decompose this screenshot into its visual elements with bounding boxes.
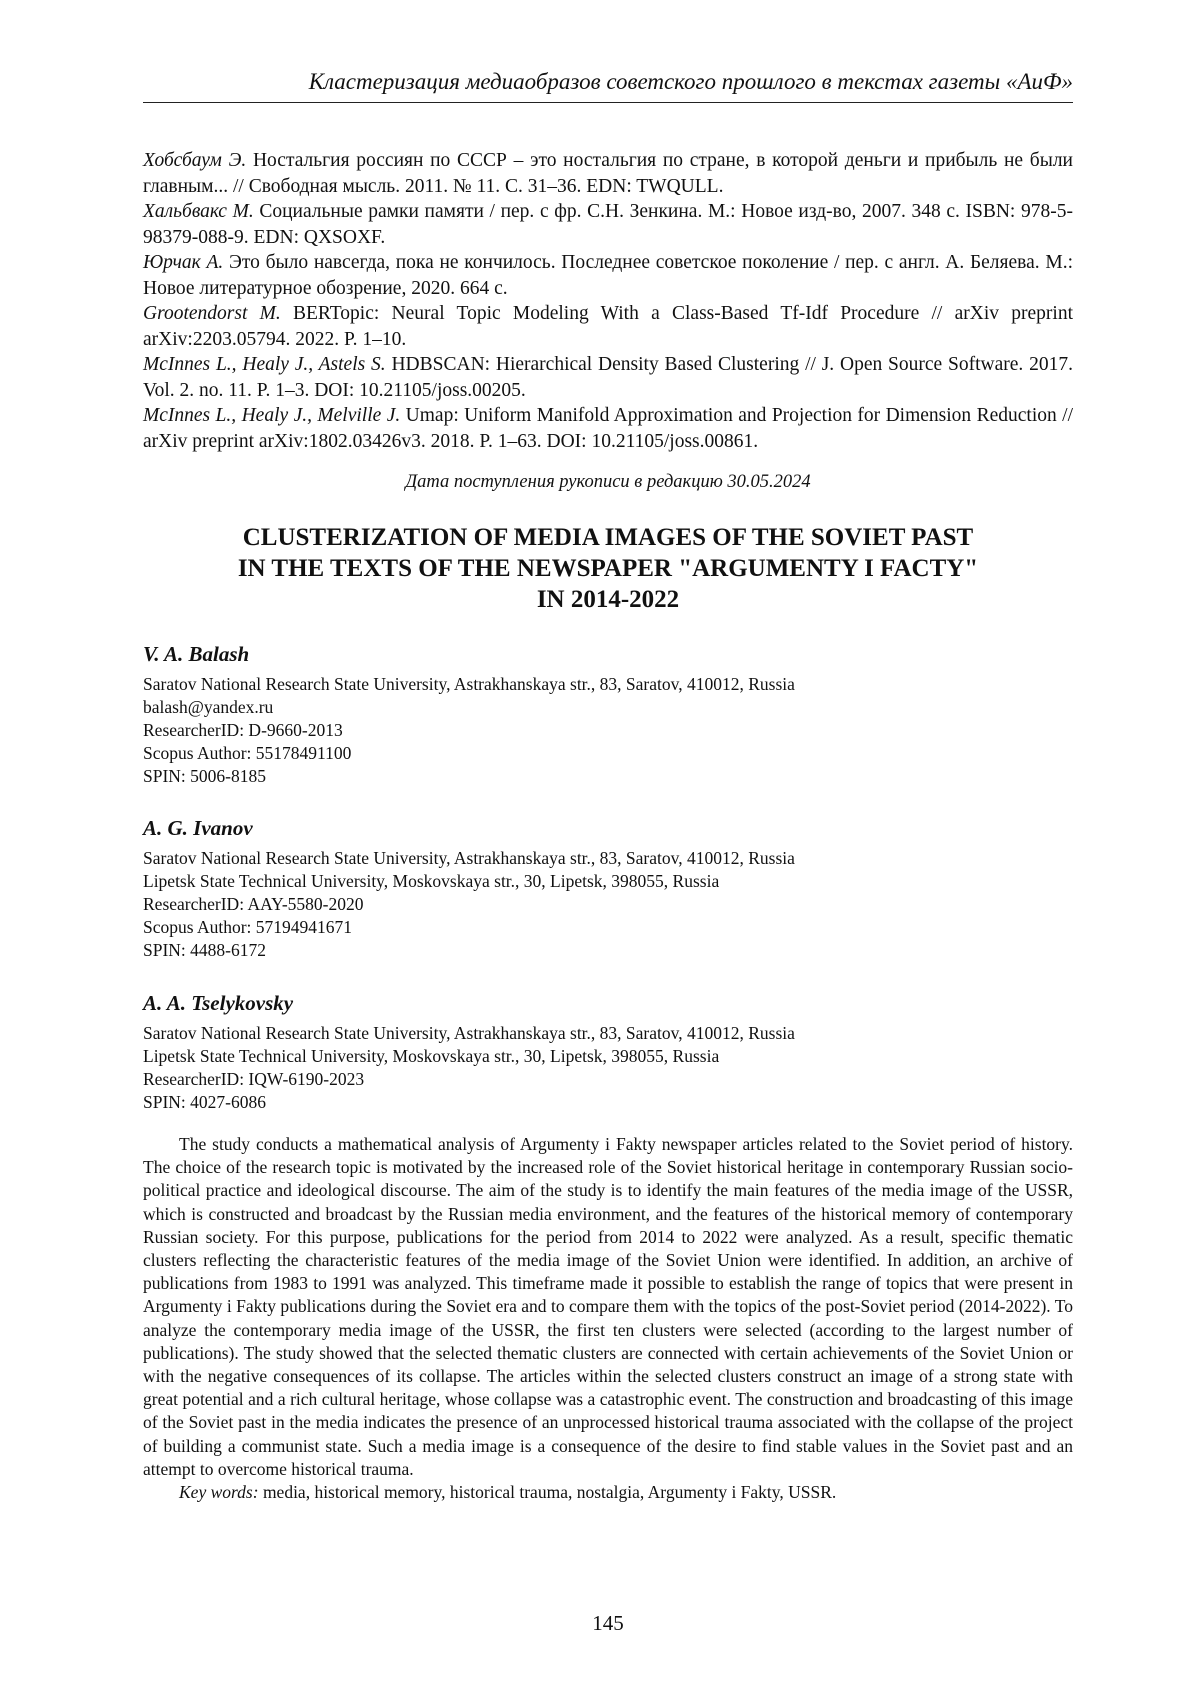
reference-item [143,148,1073,199]
page-number: 145 [143,1610,1073,1636]
reference-item [143,250,1073,301]
reference-authors: Юрчак А. [143,252,223,273]
keywords-label: Key words: [179,1482,259,1502]
researcher-id: ResearcherID: D-9660-2013 [143,719,1073,742]
reference-text: Социальные рамки памяти / пер. с фр. С.Н. Зенкина. М.: Новое изд-во, 2007. 348 с. ISBN: 978-5-98379-088-9. EDN: QXSOXF. [143,201,1073,248]
abstract [143,1133,1073,1504]
keywords-list: media, historical memory, historical trauma, nostalgia, Argumenty i Fakty, USSR. [259,1482,837,1502]
reference-item [143,403,1073,454]
header-rule [143,102,1073,103]
researcher-id: ResearcherID: AAY-5580-2020 [143,893,1073,916]
author-block-tselykovsky [143,990,1073,1114]
journal-page [0,0,1200,1697]
author-block-ivanov [143,815,1073,962]
title-line: IN 2014-2022 [143,584,1073,615]
scopus-id: Scopus Author: 55178491100 [143,742,1073,765]
spin-id: SPIN: 4027-6086 [143,1091,1073,1114]
reference-authors: Grootendorst M. [143,303,281,324]
received-date-note: Дата поступления рукописи в редакцию 30.05.2024 [143,470,1073,494]
author-name: A. A. Tselykovsky [143,990,1073,1016]
affiliation-line: Lipetsk State Technical University, Moskovskaya str., 30, Lipetsk, 398055, Russia [143,1045,1073,1068]
reference-authors: Хобсбаум Э. [143,150,246,171]
affiliation-line: Saratov National Research State University, Astrakhanskaya str., 83, Saratov, 410012, Russia [143,1022,1073,1045]
reference-text: Umap: Uniform Manifold Approximation and Projection for Dimension Reduction // arXiv preprint arXiv:1802.03426v3. 2018. P. 1–63. DOI: 10.21105/joss.00861. [143,405,1073,452]
affiliation-line: Saratov National Research State University, Astrakhanskaya str., 83, Saratov, 410012, Russia [143,673,1073,696]
spin-id: SPIN: 4488-6172 [143,939,1073,962]
reference-text: Ностальгия россиян по СССР – это ностальгия по стране, в которой деньги и прибыль не были главным... // Свободная мысль. 2011. № 11. С. 31–36. EDN: TWQULL. [143,150,1073,197]
title-line: IN THE TEXTS OF THE NEWSPAPER "ARGUMENTY I FACTY" [143,553,1073,584]
reference-list [143,148,1073,454]
spin-id: SPIN: 5006-8185 [143,765,1073,788]
reference-item [143,199,1073,250]
article-title [143,522,1073,615]
author-affiliation [143,1022,1073,1114]
scopus-id: Scopus Author: 57194941671 [143,916,1073,939]
title-line: CLUSTERIZATION OF MEDIA IMAGES OF THE SOVIET PAST [143,522,1073,553]
reference-text: BERTopic: Neural Topic Modeling With a Class-Based Tf-Idf Procedure // arXiv preprint arXiv:2203.05794. 2022. P. 1–10. [143,303,1073,350]
reference-text: HDBSCAN: Hierarchical Density Based Clustering // J. Open Source Software. 2017. Vol. 2. no. 11. P. 1–3. DOI: 10.21105/joss.00205. [143,354,1073,401]
reference-item [143,301,1073,352]
researcher-id: ResearcherID: IQW-6190-2023 [143,1068,1073,1091]
author-block-balash [143,641,1073,788]
reference-item [143,352,1073,403]
author-affiliation [143,847,1073,962]
reference-authors: McInnes L., Healy J., Astels S. [143,354,386,375]
affiliation-line: Saratov National Research State University, Astrakhanskaya str., 83, Saratov, 410012, Russia [143,847,1073,870]
abstract-text: The study conducts a mathematical analysis of Argumenty i Fakty newspaper articles related to the Soviet period of history. The choice of the research topic is motivated by the increased role of the Soviet historical heritage in contemporary Russian socio-political practice and ideological discourse. The aim of the study is to identify the main features of the media image of the USSR, which is constructed and broadcast by the Russian media environment, and the features of the historical memory of contemporary Russian society. For this purpose, publications for the period from 2014 to 2022 were analyzed. As a result, specific thematic clusters reflecting the characteristic features of the media image of the Soviet Union were identified. In addition, an archive of publications from 1983 to 1991 was analyzed. This timeframe made it possible to establish the range of topics that were present in Argumenty i Fakty publications during the Soviet era and to compare them with the topics of the post-Soviet period (2014-2022). To analyze the contemporary media image of the USSR, the first ten clusters were selected (according to the largest number of publications). The study showed that the selected thematic clusters are connected with certain achievements of the Soviet Union or with the negative consequences of its collapse. The articles within the selected clusters construct an image of a strong state with great potential and a rich cultural heritage, whose collapse was a catastrophic event. The construction and broadcasting of this image of the Soviet past in the media indicates the presence of an unprocessed historical trauma associated with the collapse of the project of building a communist state. Such a media image is a consequence of the desire to find stable values in the Soviet past and an attempt to overcome historical trauma. [143,1133,1073,1481]
reference-authors: Хальбвакс М. [143,201,254,222]
running-title: Кластеризация медиаобразов советского прошлого в текстах газеты «АиФ» [143,68,1073,96]
reference-text: Это было навсегда, пока не кончилось. Последнее советское поколение / пер. с англ. А. Беляева. М.: Новое литературное обозрение, 2020. 664 с. [143,252,1073,299]
author-email: balash@yandex.ru [143,696,1073,719]
keywords [143,1481,1073,1504]
author-name: A. G. Ivanov [143,815,1073,841]
reference-authors: McInnes L., Healy J., Melville J. [143,405,400,426]
affiliation-line: Lipetsk State Technical University, Moskovskaya str., 30, Lipetsk, 398055, Russia [143,870,1073,893]
author-affiliation [143,673,1073,788]
author-name: V. A. Balash [143,641,1073,667]
